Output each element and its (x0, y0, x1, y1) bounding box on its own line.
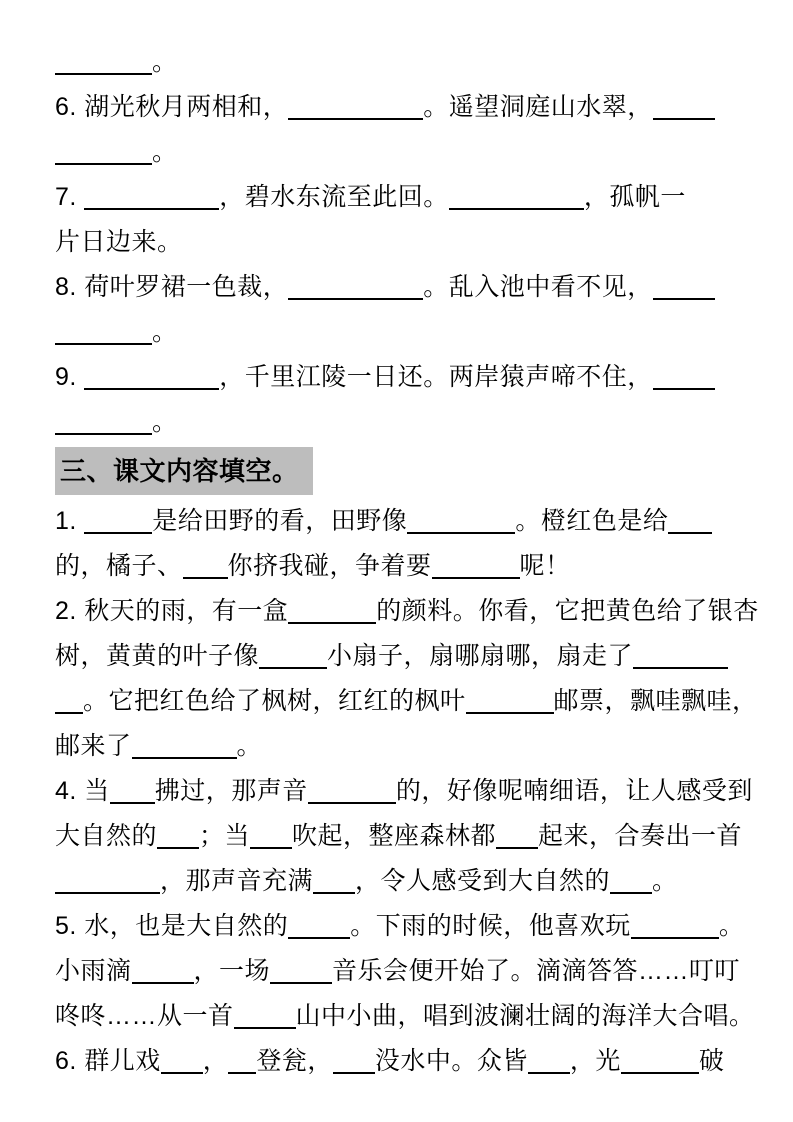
text-segment: 。乱入池中看不见， (423, 273, 653, 301)
text-line (55, 40, 759, 85)
text-line (55, 220, 759, 265)
blank-line (313, 886, 355, 894)
text-segment: 8. 荷叶罗裙一色裁， (55, 273, 289, 301)
text-segment: ，令人感受到大自然的 (355, 867, 611, 895)
text-segment: 你挤我碰，争着要 (227, 552, 432, 580)
text-line (55, 949, 759, 994)
text-segment: ，那声音充满 (160, 867, 314, 895)
blank-line (633, 661, 728, 669)
text-segment: ，一场 (193, 957, 271, 985)
text-segment: 呢！ (519, 552, 571, 580)
blank-line (288, 931, 350, 939)
text-line (55, 85, 759, 130)
text-line (55, 769, 759, 814)
text-line (55, 310, 759, 355)
blank-line (84, 202, 219, 210)
text-segment: 。橙红色是给 (515, 507, 669, 535)
text-segment: 起来，合奏出一首 (538, 822, 743, 850)
blank-line (496, 841, 538, 849)
text-segment: 7. (55, 183, 85, 211)
blank-line (250, 841, 292, 849)
text-line (55, 814, 759, 859)
text-line (55, 634, 759, 679)
text-segment: 。 (652, 867, 678, 895)
text-segment: 的，好像呢喃细语，让人感受到 (395, 777, 753, 805)
text-segment: 小扇子，扇哪扇哪，扇走了 (327, 642, 634, 670)
text-line (55, 1039, 759, 1084)
text-segment: 。遥望洞庭山水翠， (423, 93, 653, 121)
text-line (55, 355, 759, 400)
text-segment: 。 (152, 48, 178, 76)
text-segment: 2. 秋天的雨，有一盒 (55, 597, 289, 625)
text-segment: 登瓮， (256, 1047, 333, 1075)
text-line (55, 499, 759, 544)
text-segment: 。 (152, 138, 178, 166)
blank-line (449, 202, 584, 210)
text-segment: 破 (698, 1047, 725, 1075)
blank-line (621, 1066, 699, 1074)
text-line (55, 400, 759, 445)
text-segment: 1. (55, 507, 85, 535)
text-segment: 树，黄黄的叶子像 (55, 642, 260, 670)
text-line (55, 994, 759, 1039)
text-segment: 。 (718, 912, 745, 940)
text-segment: 9. (55, 363, 85, 391)
blank-line (288, 616, 376, 624)
blank-line (55, 427, 152, 435)
blank-line (333, 1066, 375, 1074)
blank-line (288, 112, 423, 120)
text-segment: 的，橘子、 (55, 552, 183, 580)
text-line (55, 265, 759, 310)
text-segment: ，孤帆一 (583, 183, 686, 211)
text-segment: 音乐会便开始了。滴滴答答……叮叮 (332, 957, 741, 985)
blank-line (132, 751, 237, 759)
text-segment: 大自然的 (55, 822, 158, 850)
text-segment: 的颜料。你看，它把黄色给了银杏 (376, 597, 759, 625)
text-segment: ， (202, 1047, 229, 1075)
text-line (55, 724, 759, 769)
text-line (55, 130, 759, 175)
text-segment: 6. 群儿戏 (55, 1047, 161, 1075)
text-segment: 邮来了 (55, 732, 132, 760)
blank-line (234, 1021, 296, 1029)
blank-line (84, 382, 219, 390)
text-segment: 邮票，飘哇飘哇， (553, 687, 758, 715)
document-body (55, 40, 759, 1084)
blank-line (110, 796, 155, 804)
blank-line (55, 337, 152, 345)
blank-line (466, 706, 554, 714)
text-segment: 咚咚……从一首 (55, 1002, 234, 1030)
text-segment: 没水中。众皆 (374, 1047, 528, 1075)
text-segment: 。 (236, 732, 263, 760)
blank-line (259, 661, 327, 669)
text-segment: 小雨滴 (55, 957, 132, 985)
text-segment: 拂过，那声音 (154, 777, 308, 805)
text-line (55, 175, 759, 220)
text-segment: 是给田野的看，田野像 (152, 507, 408, 535)
text-segment: 片日边来。 (55, 228, 183, 256)
blank-line (653, 112, 715, 120)
text-segment: 。它把红色给了枫树，红红的枫叶 (83, 687, 466, 715)
section-header-line (55, 445, 759, 499)
text-line (55, 679, 759, 724)
blank-line (55, 706, 83, 714)
blank-line (610, 886, 652, 894)
blank-line (55, 886, 160, 894)
text-segment: 山中小曲，唱到波澜壮阔的海洋大合唱。 (295, 1002, 755, 1030)
text-segment: 。 (152, 408, 178, 436)
text-segment: 。下雨的时候，他喜欢玩 (350, 912, 631, 940)
blank-line (84, 526, 152, 534)
text-segment: ，碧水东流至此回。 (219, 183, 449, 211)
blank-line (528, 1066, 570, 1074)
blank-line (183, 571, 228, 579)
blank-line (55, 157, 152, 165)
blank-line (132, 976, 194, 984)
text-segment: 4. 当 (55, 777, 110, 805)
section-header: 三、课文内容填空。 (55, 447, 313, 495)
blank-line (432, 571, 520, 579)
text-segment: ；当 (199, 822, 251, 850)
text-line (55, 544, 759, 589)
blank-line (407, 526, 515, 534)
blank-line (631, 931, 719, 939)
blank-line (157, 841, 199, 849)
text-segment: ，千里江陵一日还。两岸猿声啼不住， (219, 363, 653, 391)
text-segment: 。 (152, 318, 178, 346)
text-line (55, 904, 759, 949)
text-segment: 6. 湖光秋月两相和， (55, 93, 289, 121)
text-segment: 吹起，整座森林都 (292, 822, 497, 850)
blank-line (228, 1066, 256, 1074)
blank-line (161, 1066, 203, 1074)
text-segment: ，光 (569, 1047, 621, 1075)
blank-line (308, 796, 396, 804)
text-line (55, 589, 759, 634)
blank-line (653, 292, 715, 300)
text-line (55, 859, 759, 904)
text-segment: 5. 水，也是大自然的 (55, 912, 289, 940)
blank-line (668, 526, 712, 534)
blank-line (653, 382, 715, 390)
blank-line (55, 67, 152, 75)
blank-line (288, 292, 423, 300)
blank-line (270, 976, 332, 984)
